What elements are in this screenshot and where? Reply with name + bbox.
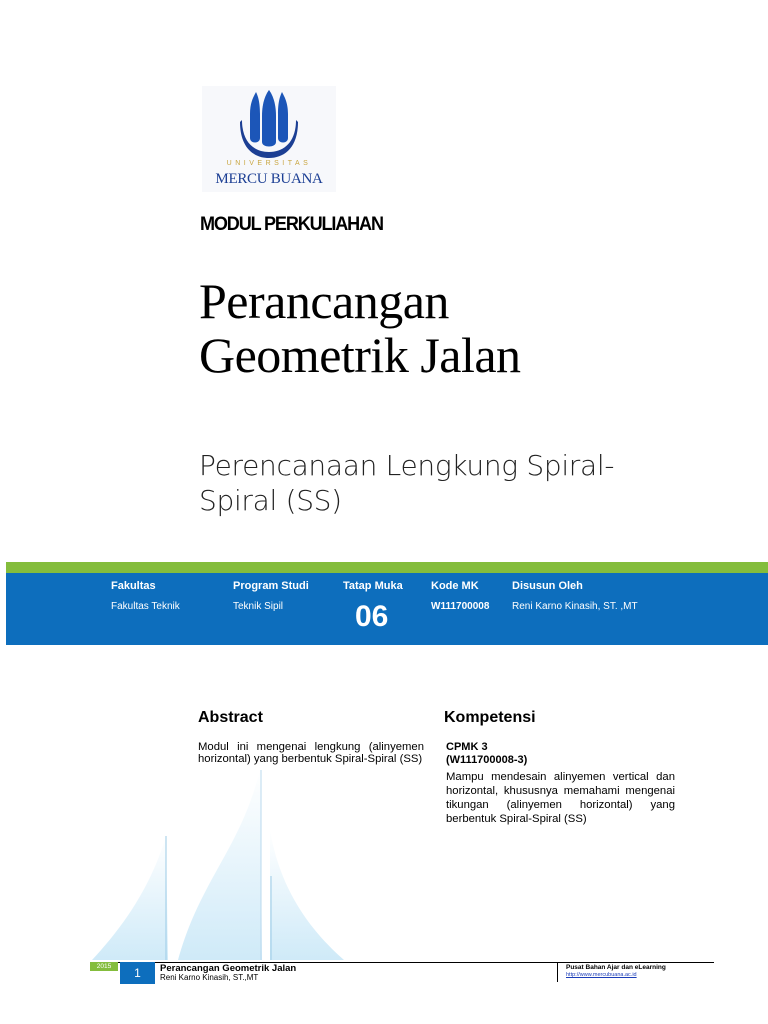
fakultas-value: Fakultas Teknik <box>111 601 180 612</box>
footer-year: 2015 <box>90 962 118 971</box>
fakultas-label: Fakultas <box>111 580 156 592</box>
tatap-muka-label: Tatap Muka <box>343 580 403 592</box>
logo-label-universitas: UNIVERSITAS <box>226 160 312 167</box>
subtitle-line-1: Perencanaan Lengkung Spiral- <box>199 449 615 482</box>
tatap-muka-value: 06 <box>355 600 389 633</box>
kompetensi-heading: Kompetensi <box>444 709 536 726</box>
subtitle-line-2: Spiral (SS) <box>199 484 342 517</box>
sail-decoration-icon <box>90 770 360 962</box>
title-line-2: Geometrik Jalan <box>199 327 521 383</box>
footer-title: Perancangan Geometrik Jalan <box>160 963 297 974</box>
kompetensi-text: Mampu mendesain alinyemen vertical dan horizontal, khususnya memahami mengenai tikungan (alinyemen horizontal) yang berbentuk Spiral-Spiral (SS) <box>446 771 675 825</box>
modul-heading: MODUL PERKULIAHAN <box>200 214 383 235</box>
kompetensi-code-line-2: (W111700008-3) <box>446 753 528 766</box>
prodi-value: Teknik Sipil <box>233 601 284 612</box>
abstract-heading: Abstract <box>198 709 263 726</box>
footer-url-link[interactable]: http://www.mercubuana.ac.id <box>566 972 637 978</box>
kompetensi-code-line-1: CPMK 3 <box>446 741 488 753</box>
title-line-1: Perancangan <box>199 273 449 329</box>
disusun-label: Disusun Oleh <box>512 580 583 592</box>
disusun-value: Reni Karno Kinasih, ST. ,MT <box>512 601 638 612</box>
abstract-text: Modul ini mengenai lengkung (alinyemen horizontal) yang berbentuk Spiral-Spiral (SS) <box>198 741 424 765</box>
footer-page-number: 1 <box>120 962 155 984</box>
kode-mk-label: Kode MK <box>431 580 479 592</box>
footer-divider <box>557 962 558 982</box>
kompetensi-code <box>446 741 676 766</box>
kode-mk-value: W111700008 <box>431 601 490 612</box>
footer-pusat: Pusat Bahan Ajar dan eLearning <box>566 964 666 971</box>
document-title <box>199 274 521 382</box>
info-band-accent <box>6 562 768 573</box>
document-subtitle <box>199 448 614 518</box>
prodi-label: Program Studi <box>233 580 309 592</box>
logo-label-mercu-buana: MERCU BUANA <box>215 171 323 187</box>
footer-author: Reni Karno Kinasih, ST.,MT <box>160 973 259 982</box>
